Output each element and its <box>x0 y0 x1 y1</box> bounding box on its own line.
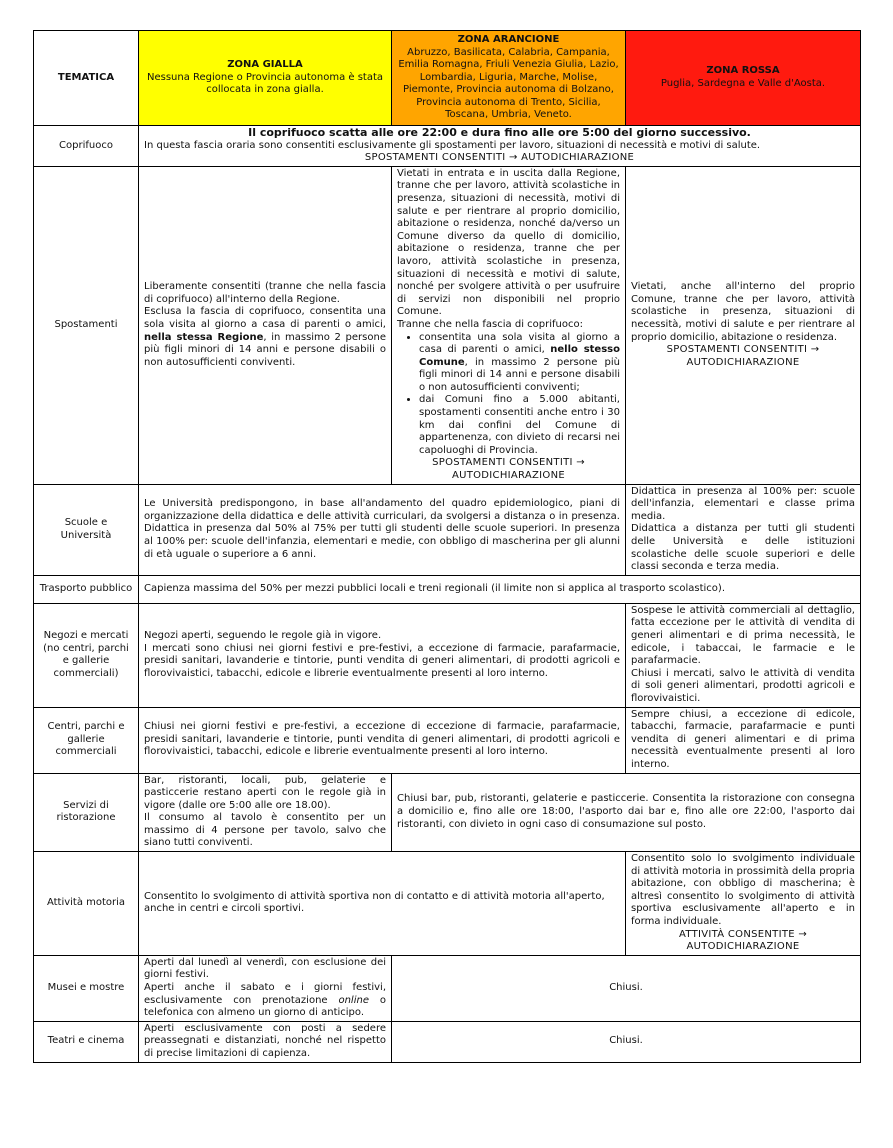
zona-arancione-desc: Abruzzo, Basilicata, Calabria, Campania, Emilia Romagna, Friuli Venezia Giulia, Lazio, Lombardia, Liguria, Marche, Molise, Piemonte, Provincia autonoma di Bolzano, Provincia autonoma di Trento, Sicilia, Toscana, Umbria, Veneto. <box>398 46 619 121</box>
coprifuoco-line1: Il coprifuoco scatta alle ore 22:00 e dura fino alle ore 5:00 del giorno successivo. <box>248 126 751 139</box>
row-scuole <box>34 484 861 575</box>
tematica-header <box>34 31 139 126</box>
musei-gialla-b <box>144 982 386 1020</box>
zona-gialla-header <box>139 31 392 126</box>
motoria-shared: Consentito lo svolgimento di attività sportiva non di contatto e di attività motoria all'aperto, anche in centri e circoli sportivi. <box>139 852 626 956</box>
zona-gialla-title: ZONA GIALLA <box>227 59 303 71</box>
text-part: , in massimo 2 persone più figli minori di 14 anni e persone disabili o non autosufficienti conviventi. <box>144 331 386 368</box>
row-centri <box>34 707 861 773</box>
negozi-shared-b: I mercati sono chiusi nei giorni festivi e pre-festivi, a eccezione di farmacie, parafarmacie, presidi sanitari, lavanderie e tintorie, punti vendita di generi alimentari, di prodotti agricoli e florovivaistici, tabacchi, edicole e librerie eventualmente presenti al loro interno. <box>144 642 620 679</box>
musei-gialla <box>139 955 392 1021</box>
scuole-rossa <box>626 484 861 575</box>
row-label: Trasporto pubblico <box>34 575 139 603</box>
ristorazione-gialla <box>139 773 392 852</box>
motoria-rossa <box>626 852 861 956</box>
zona-arancione-title: ZONA ARANCIONE <box>457 33 560 45</box>
coprifuoco-line2: In questa fascia oraria sono consentiti esclusivamente gli spostamenti per lavoro, situazioni di necessità e motivi di salute. <box>144 139 761 151</box>
row-label: Centri, parchi e gallerie commerciali <box>34 707 139 773</box>
spostamenti-arancione-autodichiarazione: SPOSTAMENTI CONSENTITI → AUTODICHIARAZIONE <box>432 457 585 482</box>
negozi-shared <box>139 603 626 707</box>
scuole-rossa-a: Didattica in presenza al 100% per: scuole dell'infanzia, elementari e classe prima media. <box>631 485 855 522</box>
italic-text: online <box>338 994 369 1006</box>
motoria-rossa-a: Consentito solo lo svolgimento individuale di attività motoria in prossimità della propria abitazione, con obbligo di mascherina; è altresì consentito lo svolgimento di attività sportiva esclusivamente all'aperto e in forma individuale. <box>631 853 855 928</box>
tematica-label: TEMATICA <box>57 71 115 83</box>
row-spostamenti <box>34 166 861 484</box>
zona-rossa-header <box>626 31 861 126</box>
negozi-shared-a: Negozi aperti, seguendo le regole già in vigore. <box>144 629 382 641</box>
header-row <box>34 31 861 126</box>
zone-rules-table <box>33 30 861 1063</box>
musei-other: Chiusi. <box>392 955 861 1021</box>
zona-rossa-desc: Puglia, Sardegna e Valle d'Aosta. <box>660 78 826 89</box>
trasporto-cell: Capienza massima del 50% per mezzi pubblici locali e treni regionali (il limite non si applica al trasporto scolastico). <box>139 575 861 603</box>
bold-text: nello stesso Comune <box>419 344 620 368</box>
teatri-other: Chiusi. <box>392 1021 861 1062</box>
list-item <box>419 332 620 395</box>
motoria-autodichiarazione: ATTIVITÀ CONSENTITE → AUTODICHIARAZIONE <box>678 928 808 953</box>
ristorazione-gialla-a: Bar, ristoranti, locali, pub, gelaterie e pasticcerie restano aperti con le regole già in vigore (dalle ore 5:00 alle ore 18.00). <box>144 774 386 811</box>
ristorazione-gialla-b: Il consumo al tavolo è consentito per un massimo di 4 persone per tavolo, salvo che siano tutti conviventi. <box>144 812 386 849</box>
text-part: Esclusa la fascia di coprifuoco, consentita una sola visita al giorno a casa di parenti o amici, <box>144 306 386 330</box>
scuole-shared: Le Università predispongono, in base all'andamento del quadro epidemiologico, piani di organizzazione della didattica e delle attività curriculari, da svolgersi a distanza o in presenza. Didattica in presenza dal 50% al 75% per tutti gli studenti delle scuole superiori. In presenza al 100% per: scuole dell'infanzia, elementari e medie, con obbligo di mascherina per gli alunni di età uguale o superiore a 6 anni. <box>139 484 626 575</box>
row-negozi <box>34 603 861 707</box>
row-coprifuoco <box>34 126 861 167</box>
row-label: Attività motoria <box>34 852 139 956</box>
coprifuoco-cell <box>139 126 861 167</box>
row-label: Musei e mostre <box>34 955 139 1021</box>
row-label: Scuole e Università <box>34 484 139 575</box>
teatri-gialla: Aperti esclusivamente con posti a sedere preassegnati e distanziati, nonché nel rispetto di precise limitazioni di capienza. <box>139 1021 392 1062</box>
row-label: Spostamenti <box>34 166 139 484</box>
row-teatri <box>34 1021 861 1062</box>
negozi-rossa-a: Sospese le attività commerciali al dettaglio, fatta eccezione per le attività di vendita di generi alimentari e di prima necessità, le edicole, i tabaccai, le farmacie e le parafarmacie. <box>631 604 855 667</box>
bold-text: nella stessa Regione <box>144 331 264 343</box>
scuole-rossa-b: Didattica a distanza per tutti gli studenti delle Università e delle istituzioni scolastiche delle scuole superiori e delle classi seconda e terza media. <box>631 523 855 573</box>
row-label: Teatri e cinema <box>34 1021 139 1062</box>
row-label: Coprifuoco <box>34 126 139 167</box>
musei-gialla-a: Aperti dal lunedì al venerdì, con esclusione dei giorni festivi. <box>144 956 386 981</box>
row-label: Servizi di ristorazione <box>34 773 139 852</box>
ristorazione-other: Chiusi bar, pub, ristoranti, gelaterie e pasticcerie. Consentita la ristorazione con consegna a domicilio e, fino alle ore 18:00, l'asporto dai bar e, fino alle ore 22:00, l'asporto dai ristoranti, con divieto in ogni caso di consumazione sul posto. <box>392 773 861 852</box>
centri-rossa: Sempre chiusi, a eccezione di edicole, tabacchi, farmacie, parafarmacie e punti vendita di generi alimentari e di prima necessità eventualmente presenti al loro interno. <box>626 707 861 773</box>
spostamenti-arancione-b: Tranne che nella fascia di coprifuoco: <box>397 318 583 330</box>
zona-arancione-header <box>392 31 626 126</box>
spostamenti-arancione-a: Vietati in entrata e in uscita dalla Regione, tranne che per lavoro, attività scolastiche in presenza, situazioni di necessità, motivi di salute e per rientrare al proprio domicilio, abitazione o residenza, nonché da/verso un Comune diverso da quello di domicilio, abitazione o residenza, tranne che per lavoro, attività scolastiche in presenza, situazioni di necessità e motivi di salute, nonché per svolgere attività o per usufruire di servizi non disponibili nel proprio Comune. <box>397 167 620 318</box>
spostamenti-gialla <box>139 166 392 484</box>
row-trasporto <box>34 575 861 603</box>
zona-rossa-title: ZONA ROSSA <box>706 65 780 77</box>
spostamenti-arancione-list <box>397 332 620 458</box>
spostamenti-gialla-a: Liberamente consentiti (tranne che nella fascia di coprifuoco) all'interno della Regione. <box>144 281 386 305</box>
text-part: o telefonica con almeno un giorno di anticipo. <box>144 994 386 1019</box>
centri-shared: Chiusi nei giorni festivi e pre-festivi, a eccezione di eccezione di farmacie, parafarmacie, presidi sanitari, lavanderie e tintorie, punti vendita di generi alimentari, di prodotti agricoli e florovivaistici, tabacchi, edicole e librerie eventualmente presenti al loro interno. <box>139 707 626 773</box>
text-part: , in massimo 2 persone più figli minori di 14 anni e persone disabili o non autosufficienti conviventi; <box>419 356 620 393</box>
text-part: Aperti anche il sabato e i giorni festivi, esclusivamente con prenotazione <box>144 982 386 1006</box>
row-motoria <box>34 852 861 956</box>
row-ristorazione <box>34 773 861 852</box>
spostamenti-gialla-b <box>144 306 386 369</box>
negozi-rossa-b: Chiusi i mercati, salvo le attività di vendita di soli generi alimentari, prodotti agricoli e florovivaistici. <box>631 667 855 704</box>
zona-gialla-desc: Nessuna Regione o Provincia autonoma è stata collocata in zona gialla. <box>146 71 384 96</box>
spostamenti-arancione <box>392 166 626 484</box>
text-part: consentita una sola visita al giorno a casa di parenti o amici, <box>419 331 620 356</box>
row-musei <box>34 955 861 1021</box>
spostamenti-rossa <box>626 166 861 484</box>
spostamenti-rossa-autodichiarazione: SPOSTAMENTI CONSENTITI → AUTODICHIARAZIONE <box>666 344 820 368</box>
coprifuoco-autodichiarazione: SPOSTAMENTI CONSENTITI → AUTODICHIARAZIONE <box>364 152 635 164</box>
list-item: • dai Comuni fino a 5.000 abitanti, spostamenti consentiti anche entro i 30 km dai confini del Comune di appartenenza, con divieto di recarsi nei capoluoghi di Provincia. <box>419 394 620 457</box>
row-label: Negozi e mercati (no centri, parchi e gallerie commerciali) <box>34 603 139 707</box>
negozi-rossa <box>626 603 861 707</box>
spostamenti-rossa-a: Vietati, anche all'interno del proprio Comune, tranne che per lavoro, attività scolastiche in presenza, situazioni di necessità, motivi di salute e per rientrare al proprio domicilio, abitazione o residenza. <box>631 281 855 343</box>
